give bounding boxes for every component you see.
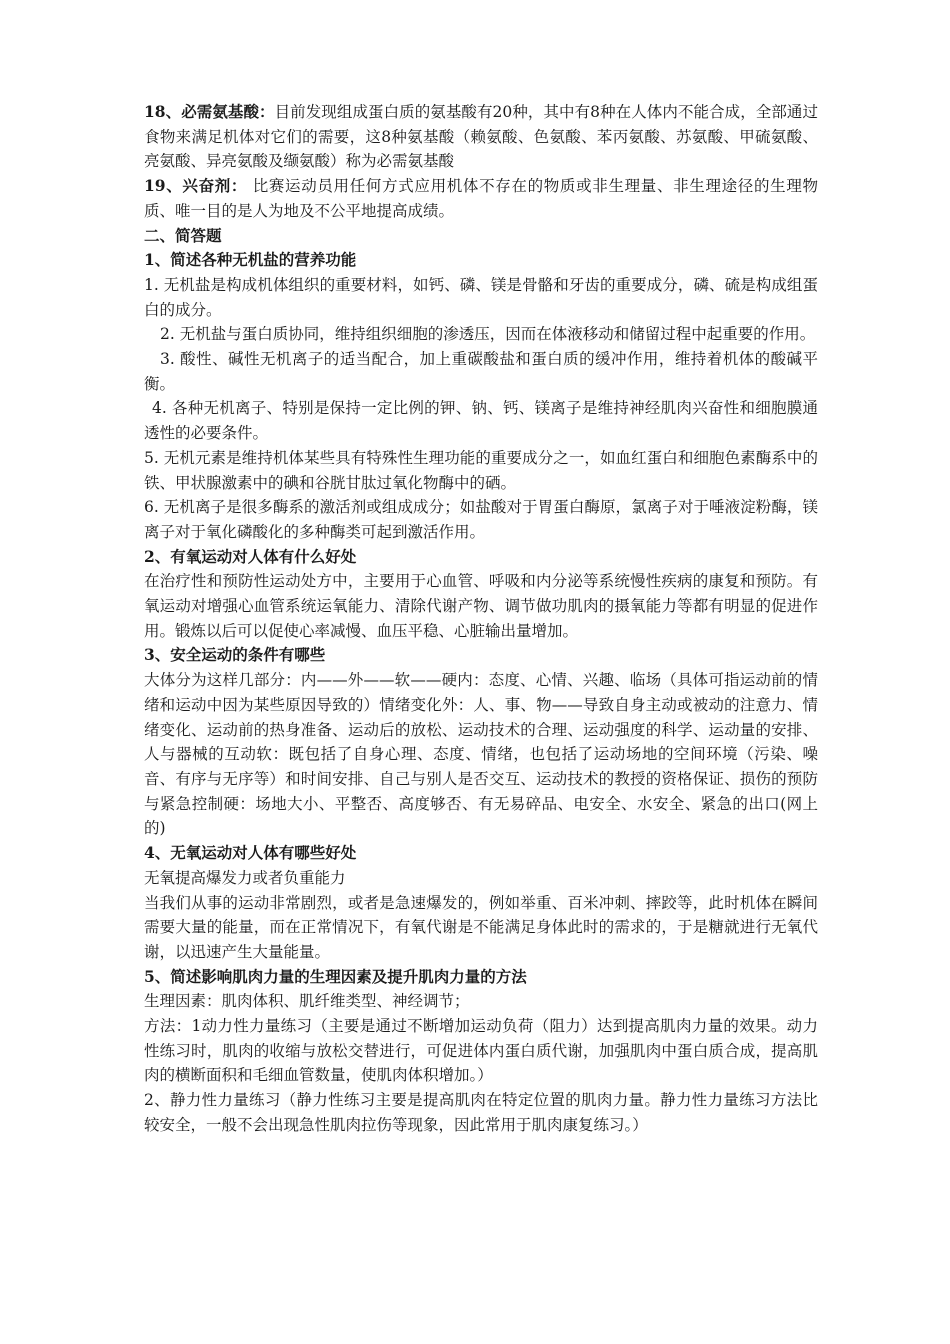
question-4-answer-1: 无氧提高爆发力或者负重能力	[144, 868, 346, 887]
question-1-point-4: 4. 各种无机离子、特别是保持一定比例的钾、钠、钙、镁离子是维持神经肌肉兴奋性和细胞膜通透性的必要条件。	[144, 399, 818, 443]
question-1-point-3: 3. 酸性、碱性无机离子的适当配合，加上重碳酸盐和蛋白质的缓冲作用，维持着机体的酸碱平衡。	[144, 350, 818, 393]
question-3-answer: 大体分为这样几部分：内——外——软——硬内：态度、心情、兴趣、临场（具体可指运动前的情绪和运动中因为某些原因导致的）情绪变化外：人、事、物——导致自身主动或被动的注意力、情绪变化、运动前的热身准备、运动后的放松、运动技术的合理、运动强度的科学、运动量的安排、人与器械的互动软：既包括了自身心理、态度、情绪，也包括了运动场地的空间环境（污染、噪音、有序与无序等）和时间安排、自己与别人是否交互、运动技术的教授的资格保证、损伤的预防与紧急控制硬：场地大小、平整否、高度够否、有无易碎品、电安全、水安全、紧急的出口(网上的)	[144, 671, 818, 838]
question-1-point-1: 1. 无机盐是构成机体组织的重要材料，如钙、磷、镁是骨骼和牙齿的重要成分，磷、硫是构成组蛋白的成分。	[144, 275, 818, 319]
question-5-method-2: 2、静力性力量练习（静力性练习主要是提高肌肉在特定位置的肌肉力量。静力性力量练习方法比较安全，一般不会出现急性肌肉拉伤等现象，因此常用于肌肉康复练习。）	[144, 1091, 818, 1134]
section-heading: 二、简答题	[144, 225, 222, 245]
question-1-title: 1、简述各种无机盐的营养功能	[144, 250, 357, 270]
question-1-point-2: 2. 无机盐与蛋白质协同，维持组织细胞的渗透压，因而在体液移动和储留过程中起重要的作用。	[160, 325, 816, 344]
definition-19-term: 19、兴奋剂：	[144, 176, 248, 196]
question-4-answer-2: 当我们从事的运动非常剧烈，或者是急速爆发的，例如举重、百米冲刺、摔跤等，此时机体在瞬间需要大量的能量，而在正常情况下，有氧代谢是不能满足身体此时的需求的，于是糖就进行无氧代谢，以迅速产生大量能量。	[144, 893, 818, 961]
question-1-point-6: 6. 无机离子是很多酶系的激活剂或组成成分；如盐酸对于胃蛋白酶原，氯离子对于唾液淀粉酶，镁离子对于氧化磷酸化的多种酶类可起到激活作用。	[144, 498, 818, 541]
question-4-title: 4、无氧运动对人体有哪些好处	[144, 843, 357, 863]
question-2-title: 2、有氧运动对人体有什么好处	[144, 546, 357, 566]
question-5-factors: 生理因素：肌肉体积、肌纤维类型、神经调节；	[144, 992, 470, 1011]
definition-19	[144, 174, 818, 223]
question-5-method-1: 方法：1动力性力量练习（主要是通过不断增加运动负荷（阻力）达到提高肌肉力量的效果。动力性练习时，肌肉的收缩与放松交替进行，可促进体内蛋白质代谢，加强肌肉中蛋白质合成，提高肌肉的横断面积和毛细血管数量，使肌肉体积增加。）	[144, 1017, 818, 1085]
question-2-answer: 在治疗性和预防性运动处方中，主要用于心血管、呼吸和内分泌等系统慢性疾病的康复和预防。有氧运动对增强心血管系统运氧能力、清除代谢产物、调节做功肌肉的摄氧能力等都有明显的促进作用。锻炼以后可以促使心率减慢、血压平稳、心脏输出量增加。	[144, 572, 818, 640]
document-body	[144, 100, 818, 1138]
definition-19-text: 比赛运动员用任何方式应用机体不存在的物质或非生理量、非生理途径的生理物质、唯一目的是人为地及不公平地提高成绩。	[144, 177, 818, 220]
definition-18-term: 18、必需氨基酸：	[144, 102, 275, 121]
definition-18-text: 目前发现组成蛋白质的氨基酸有20种，其中有8种在人体内不能合成，全部通过食物来满足机体对它们的需要，这8种氨基酸（赖氨酸、色氨酸、苯丙氨酸、苏氨酸、甲硫氨酸、亮氨酸、异亮氨酸及缬氨酸）称为必需氨基酸	[144, 103, 818, 171]
question-5-title: 5、简述影响肌肉力量的生理因素及提升肌肉力量的方法	[144, 966, 527, 986]
question-3-title: 3、安全运动的条件有哪些	[144, 645, 326, 665]
definition-18	[144, 100, 818, 174]
question-1-point-5: 5. 无机元素是维持机体某些具有特殊性生理功能的重要成分之一，如血红蛋白和细胞色素酶系中的铁、甲状腺激素中的碘和谷胱甘肽过氧化物酶中的硒。	[144, 448, 818, 492]
